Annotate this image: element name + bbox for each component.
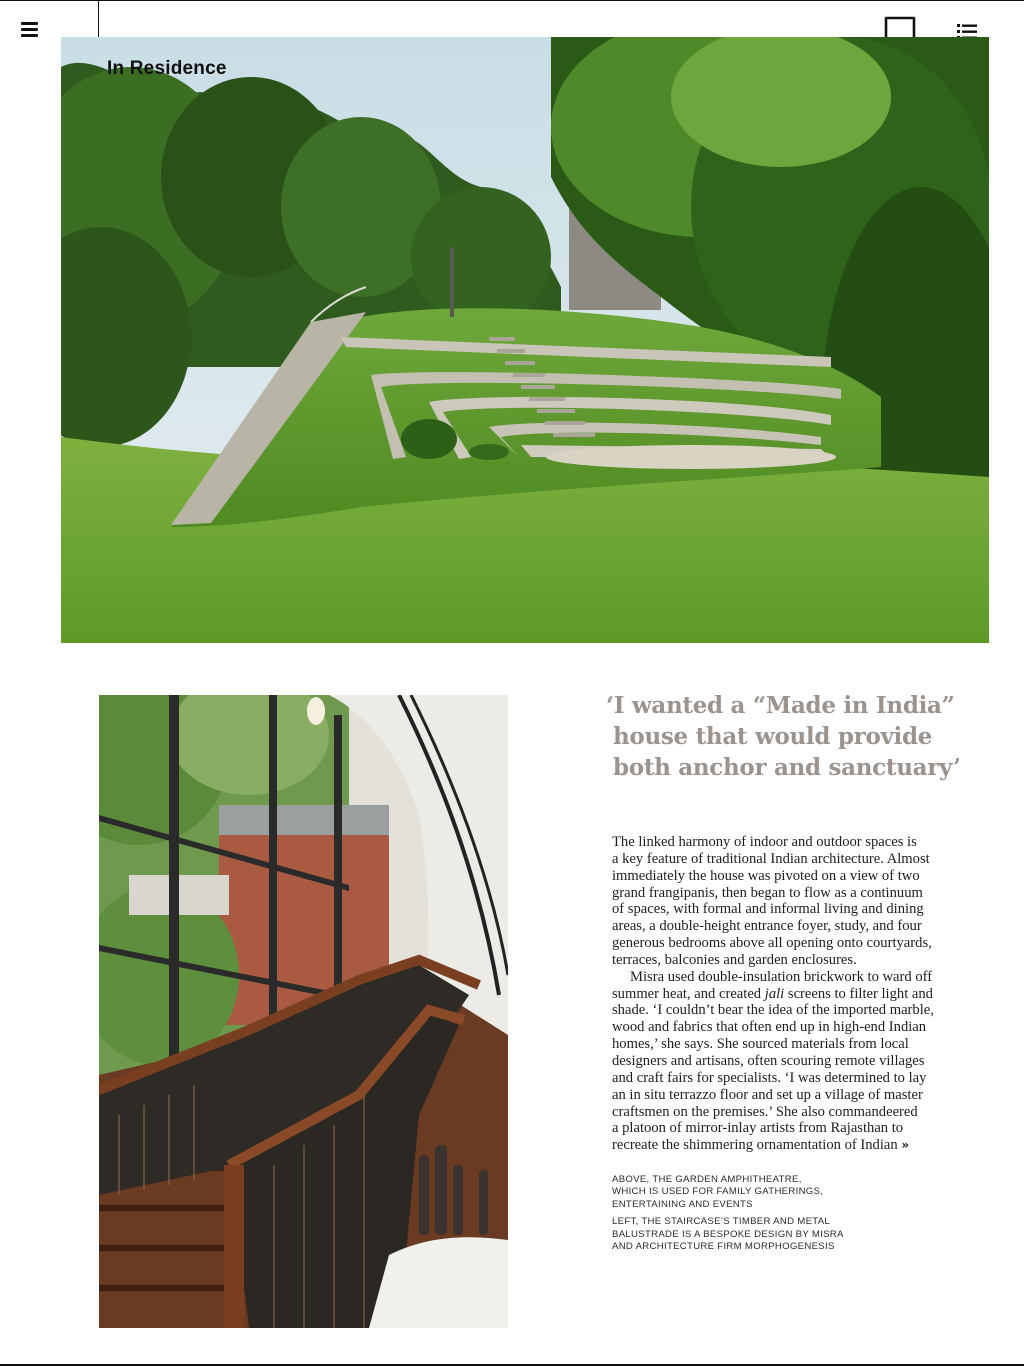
italic-term: jali	[764, 985, 785, 1002]
body-line: an in situ terrazzo floor and set up a village of master	[612, 1086, 923, 1103]
body-line: homes,’ she says. She sourced materials from local	[612, 1036, 909, 1053]
pull-quote	[606, 690, 966, 783]
hamburger-menu-icon[interactable]	[18, 18, 42, 42]
body-line: a platoon of mirror-inlay artists from Rajasthan to	[612, 1120, 904, 1137]
body-text-run: screens to filter light and	[787, 985, 933, 1002]
body-line: Misra used double-insulation brickwork to ward off	[630, 968, 933, 985]
caption-line: AND ARCHITECTURE FIRM MORPHOGENESIS	[612, 1241, 835, 1253]
body-line: The linked harmony of indoor and outdoor spaces is	[612, 834, 917, 850]
caption-line: ENTERTAINING AND EVENTS	[612, 1198, 753, 1210]
amphitheatre-photo	[61, 37, 989, 643]
body-line: of spaces, with formal and informal living and dining	[612, 901, 924, 918]
section-label: In Residence	[107, 58, 227, 79]
body-line	[612, 986, 938, 1003]
caption-line: BALUSTRADE IS A BESPOKE DESIGN BY MISRA	[612, 1228, 844, 1240]
body-line: craftsmen on the premises.’ She also commandeered	[612, 1103, 918, 1120]
body-line: a key feature of traditional Indian architecture. Almost	[612, 850, 930, 867]
body-line: areas, a double-height entrance foyer, study, and four	[612, 918, 922, 935]
body-text-run: recreate the shimmering ornamentation of Indian	[612, 1137, 898, 1154]
body-line: generous bedrooms above all opening onto courtyards,	[612, 935, 932, 952]
pull-quote-line: house that would provide	[613, 723, 933, 750]
body-line	[612, 1137, 938, 1154]
article-body	[612, 834, 938, 1154]
body-line: grand frangipanis, then began to flow as a continuum	[612, 884, 923, 901]
body-text-run: summer heat, and created	[612, 985, 762, 1002]
caption-line: WHICH IS USED FOR FAMILY GATHERINGS,	[612, 1186, 824, 1198]
caption-line: LEFT, THE STAIRCASE’S TIMBER AND METAL	[612, 1216, 831, 1228]
pull-quote-line: both anchor and sanctuary’	[613, 754, 961, 781]
top-border	[0, 0, 1024, 1]
body-line: immediately the house was pivoted on a view of two	[612, 867, 920, 884]
body-line: designers and artisans, often scouring remote villages	[612, 1052, 925, 1069]
continued-arrow-icon[interactable]: »	[901, 1138, 910, 1153]
staircase-photo	[99, 695, 508, 1328]
pull-quote-line: ‘I wanted a “Made in India”	[606, 692, 955, 719]
body-line: wood and fabrics that often end up in high-end Indian	[612, 1019, 927, 1036]
body-line: shade. ‘I couldn’t bear the idea of the imported marble,	[612, 1002, 934, 1019]
photo-captions	[612, 1174, 912, 1253]
body-line: and craft fairs for specialists. ‘I was determined to lay	[612, 1069, 927, 1086]
caption-line: ABOVE, THE GARDEN AMPHITHEATRE,	[612, 1174, 802, 1185]
body-line: terraces, balconies and garden enclosures.	[612, 951, 857, 968]
